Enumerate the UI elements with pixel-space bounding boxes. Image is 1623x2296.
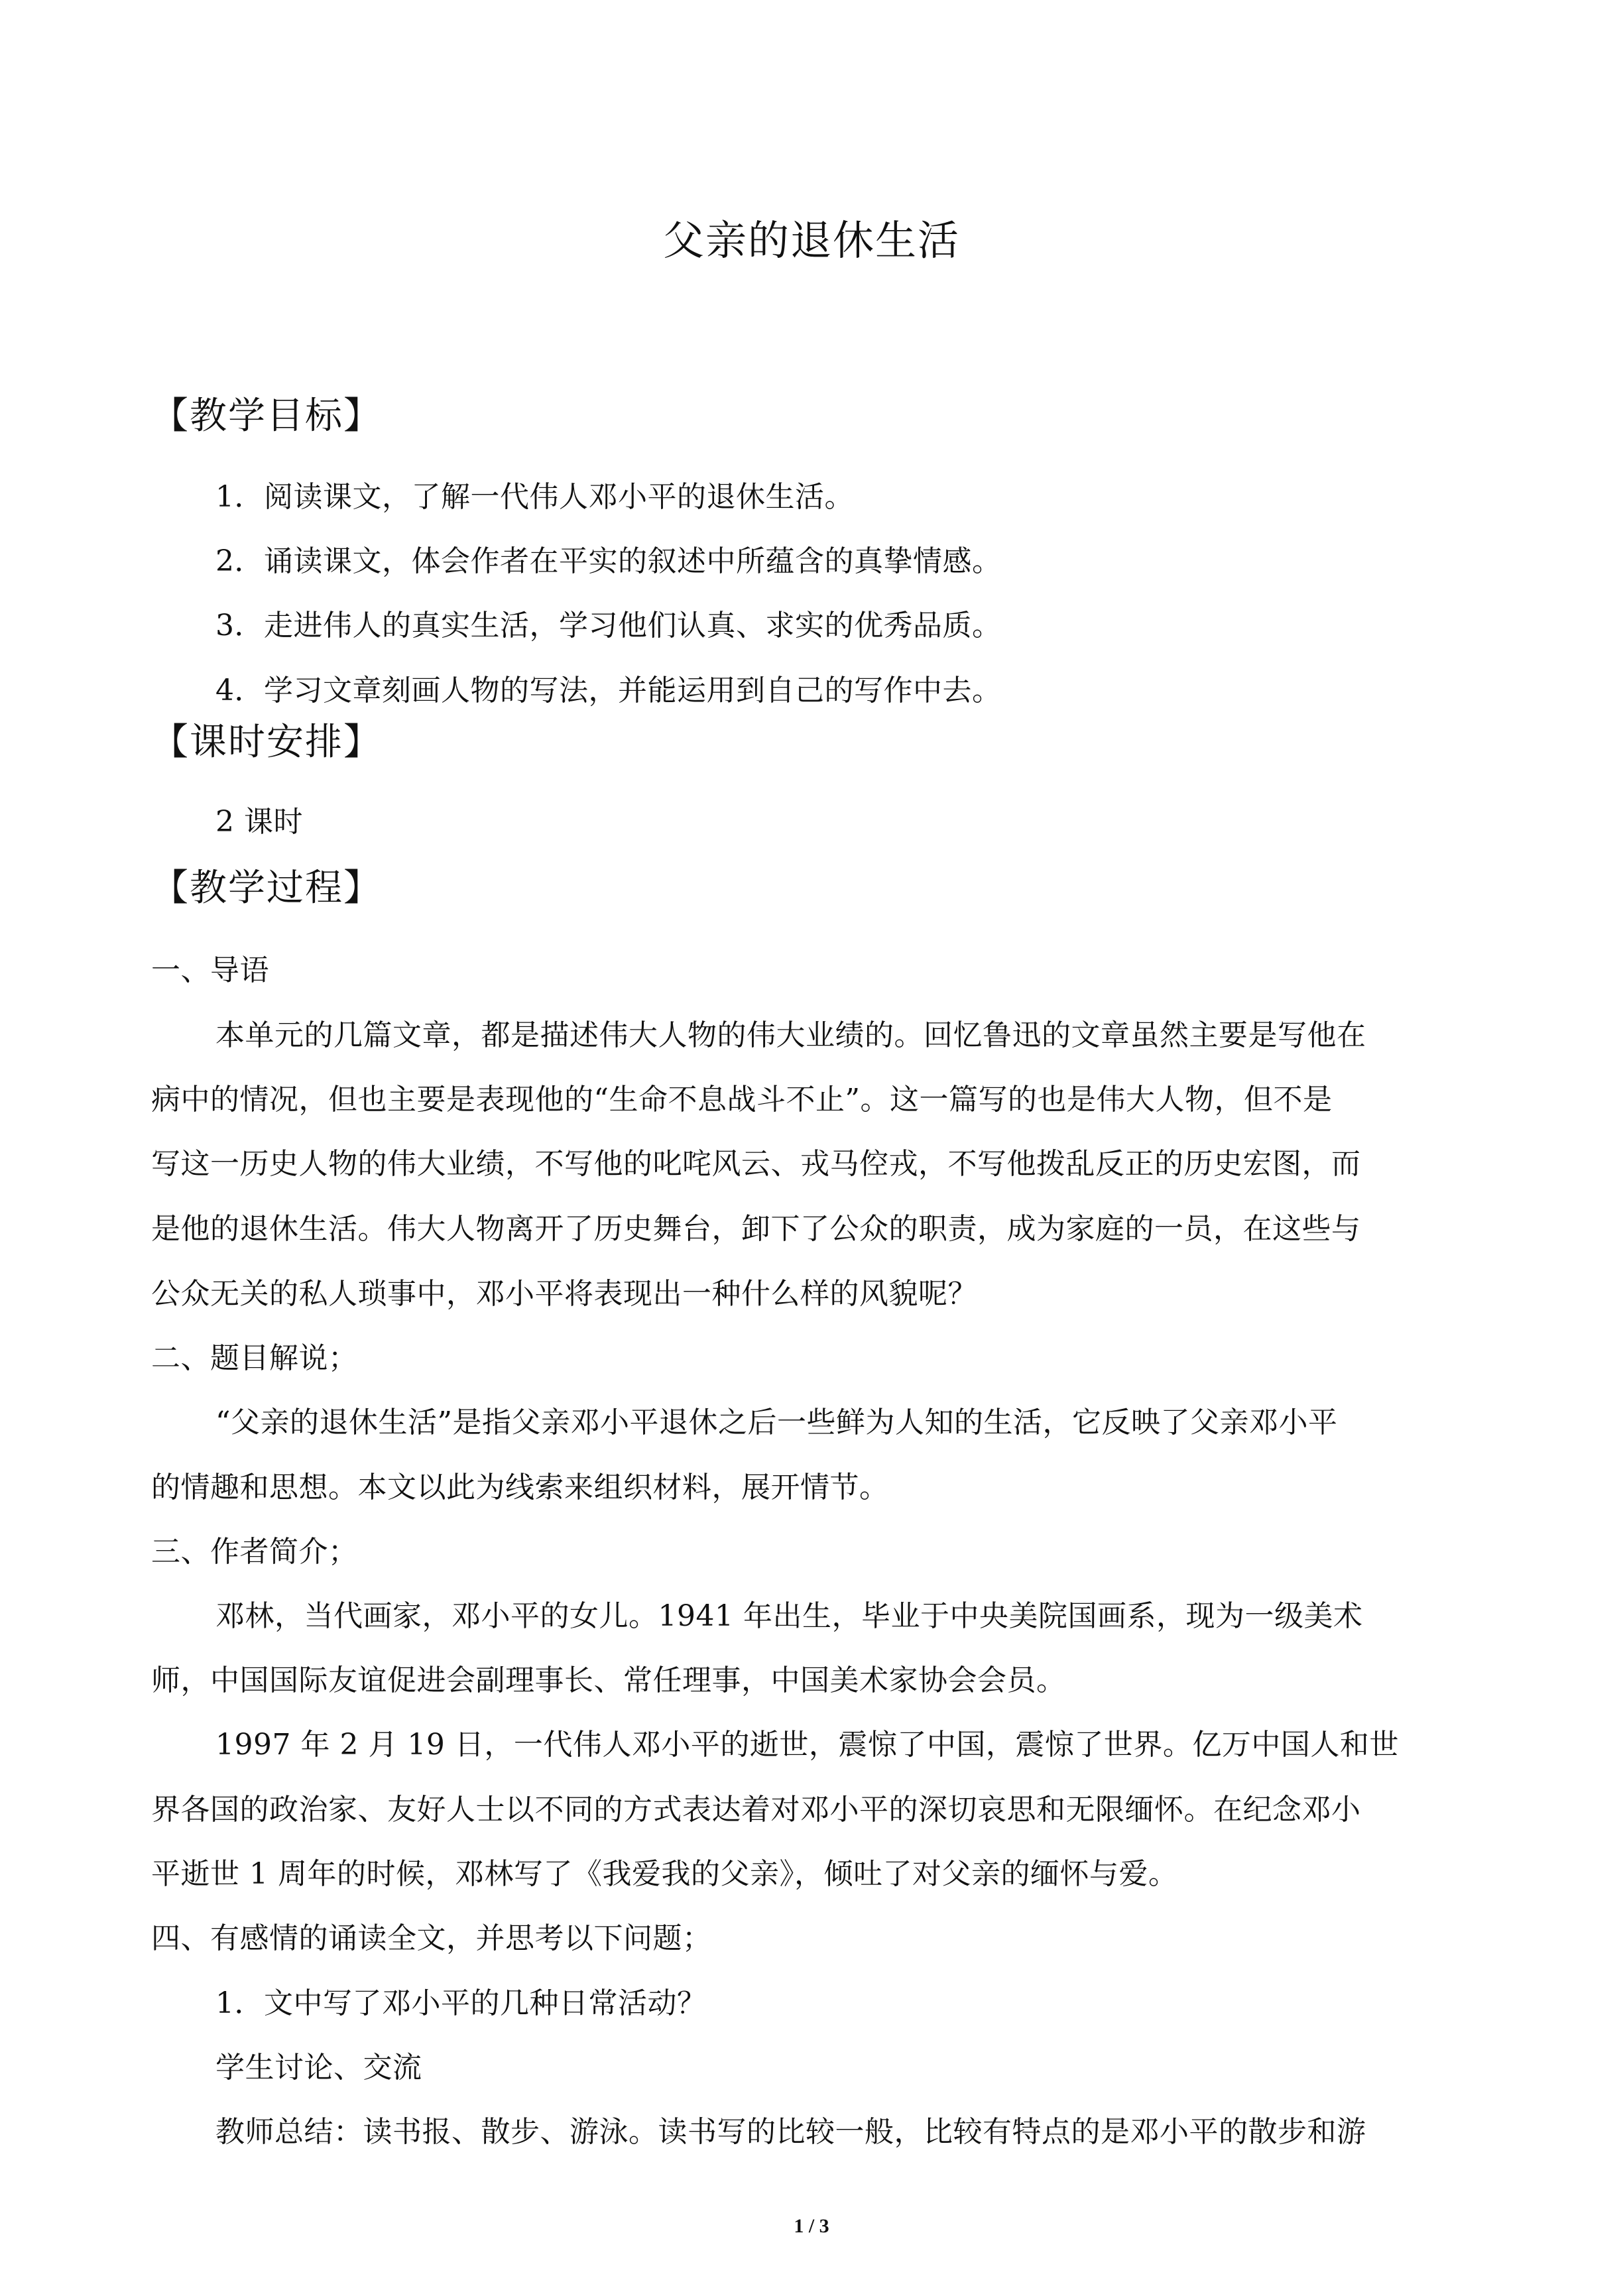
objective-item: 1．阅读课文，了解一代伟人邓小平的退休生活。 xyxy=(215,480,854,514)
question-item: 1．文中写了邓小平的几种日常活动？ xyxy=(215,1986,707,2020)
section-title-reading: 四、有感情的诵读全文，并思考以下问题； xyxy=(151,1921,712,1955)
paragraph-line: 邓林，当代画家，邓小平的女儿。1941 年出生，毕业于中央美院国画系，现为一级美术 xyxy=(215,1599,1363,1633)
paragraph-line: 的情趣和思想。本文以此为线索来组织材料，展开情节。 xyxy=(151,1471,889,1504)
paragraph-line: 写这一历史人物的伟大业绩，不写他的叱咤风云、戎马倥戎，不写他拨乱反正的历史宏图，而 xyxy=(151,1147,1361,1181)
paragraph-line: 平逝世 1 周年的时候，邓林写了《我爱我的父亲》，倾吐了对父亲的缅怀与爱。 xyxy=(151,1857,1178,1891)
objective-item: 3．走进伟人的真实生活，学习他们认真、求实的优秀品质。 xyxy=(215,609,1002,642)
schedule-heading: 【课时安排】 xyxy=(151,721,382,764)
page-number: 1 / 3 xyxy=(794,2215,829,2237)
paragraph-line: 公众无关的私人琐事中，邓小平将表现出一种什么样的风貌呢？ xyxy=(151,1277,977,1311)
objective-item: 4．学习文章刻画人物的写法，并能运用到自己的写作中去。 xyxy=(215,674,1002,707)
paragraph-line: 1997 年 2 月 19 日，一代伟人邓小平的逝世，震惊了中国，震惊了世界。亿万中国人和世 xyxy=(215,1728,1399,1762)
paragraph-line: 本单元的几篇文章，都是描述伟大人物的伟大业绩的。回忆鲁迅的文章虽然主要是写他在 xyxy=(215,1018,1366,1052)
section-title-author: 三、作者简介； xyxy=(151,1535,358,1569)
objectives-heading: 【教学目标】 xyxy=(151,394,382,438)
section-title-intro: 一、导语 xyxy=(151,953,269,987)
section-title-topic: 二、题目解说； xyxy=(151,1341,358,1375)
paragraph-line: 病中的情况，但也主要是表现他的“生命不息战斗不止”。这一篇写的也是伟大人物，但不是 xyxy=(151,1083,1333,1117)
paragraph-line: 教师总结：读书报、散步、游泳。读书写的比较一般，比较有特点的是邓小平的散步和游 xyxy=(215,2115,1366,2149)
schedule-text: 2 课时 xyxy=(215,805,303,839)
paragraph-line: 界各国的政治家、友好人士以不同的方式表达着对邓小平的深切哀思和无限缅怀。在纪念邓小 xyxy=(151,1793,1361,1827)
process-heading: 【教学过程】 xyxy=(151,867,382,910)
paragraph-line: “父亲的退休生活”是指父亲邓小平退休之后一些鲜为人知的生活，它反映了父亲邓小平 xyxy=(215,1406,1338,1439)
paragraph-line: 是他的退休生活。伟大人物离开了历史舞台，卸下了公众的职责，成为家庭的一员，在这些与 xyxy=(151,1212,1361,1246)
paragraph-line: 师，中国国际友谊促进会副理事长、常任理事，中国美术家协会会员。 xyxy=(151,1663,1066,1697)
objective-item: 2．诵读课文，体会作者在平实的叙述中所蕴含的真挚情感。 xyxy=(215,544,1002,578)
paragraph-line: 学生讨论、交流 xyxy=(215,2051,422,2085)
document-title: 父亲的退休生活 xyxy=(662,216,960,265)
